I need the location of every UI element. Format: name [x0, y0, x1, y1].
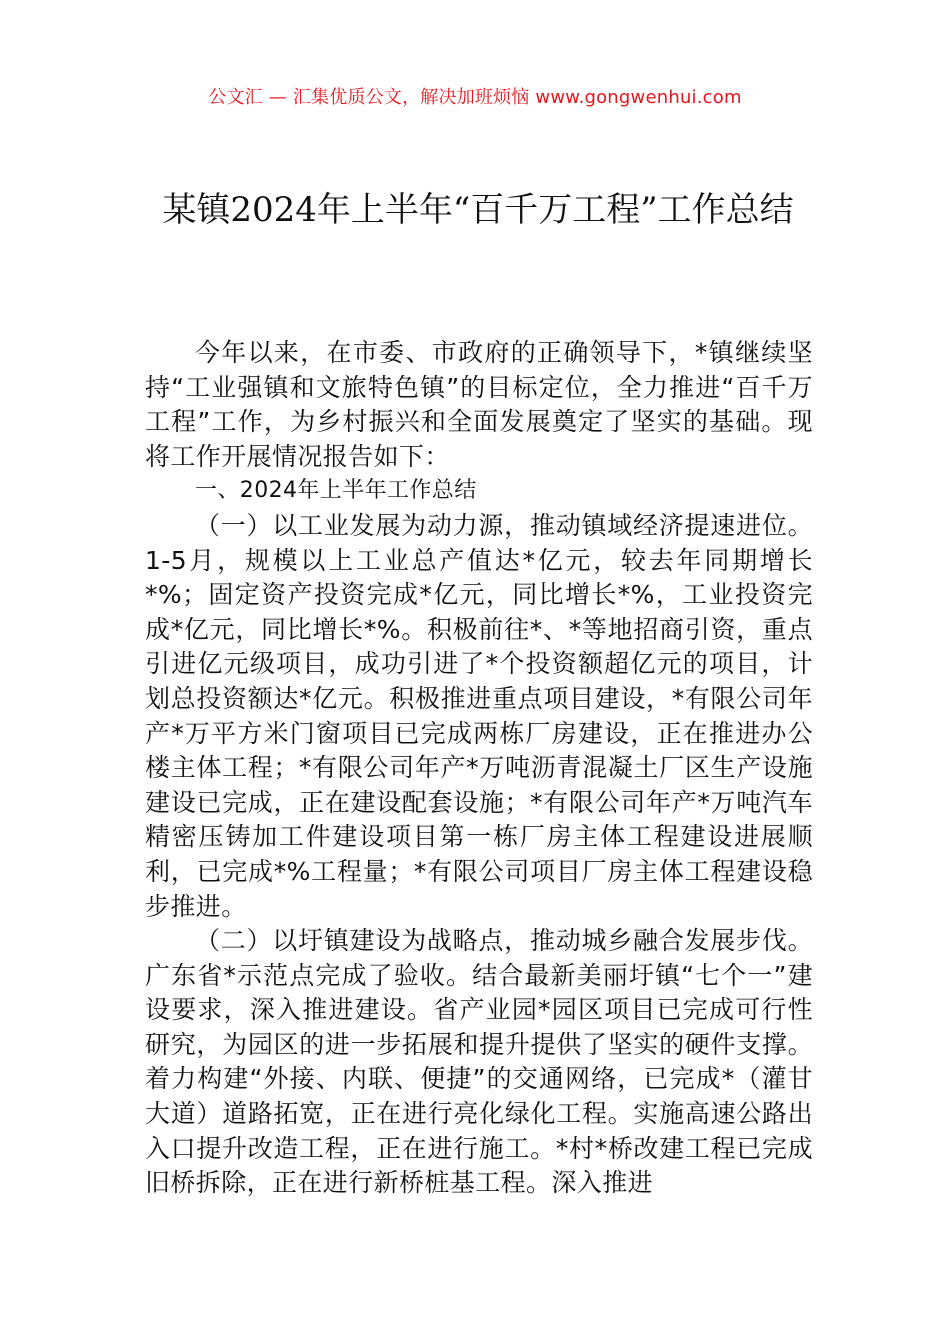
- paragraph-industry: （一）以工业发展为动力源，推动镇域经济提速进位。1-5月，规模以上工业总产值达*亿元，较去年同期增长*%；固定资产投资完成*亿元，同比增长*%，工业投资完成*亿元，同比增长*%。积极前往*、*等地招商引资，重点引进亿元级项目，成功引进了*个投资额超亿元的项目，计划总投资额达*亿元。积极推进重点项目建设，*有限公司年产*万平方米门窗项目已完成两栋厂房建设，正在推进办公楼主体工程；*有限公司年产*万吨沥青混凝土厂区生产设施建设已完成，正在建设配套设施；*有限公司年产*万吨汽车精密压铸加工件建设项目第一栋厂房主体工程建设进展顺利，已完成*%工程量；*有限公司项目厂房主体工程建设稳步推进。: [145, 510, 813, 921]
- watermark-header: 公文汇 — 汇集优质公文，解决加班烦恼 www.gongwenhui.com: [208, 87, 742, 108]
- paragraph-town-construction: （二）以圩镇建设为战略点，推动城乡融合发展步伐。广东省*示范点完成了验收。结合最新美丽圩镇“七个一”建设要求，深入推进建设。省产业园*园区项目已完成可行性研究，为园区的进一步拓展和提升提供了坚实的硬件支撑。着力构建“外接、内联、便捷”的交通网络，已完成*（灌甘大道）道路拓宽，正在进行亮化绿化工程。实施高速公路出入口提升改造工程，正在进行施工。*村*桥改建工程已完成旧桥拆除，正在进行新桥桩基工程。深入推进: [145, 926, 813, 1198]
- document-body: [145, 336, 813, 1201]
- document-title: 某镇2024年上半年“百千万工程”工作总结: [162, 190, 794, 230]
- intro-paragraph: 今年以来，在市委、市政府的正确领导下，*镇继续坚持“工业强镇和文旅特色镇”的目标定位，全力推进“百千万工程”工作，为乡村振兴和全面发展奠定了坚实的基础。现将工作开展情况报告如下：: [145, 338, 813, 471]
- section-heading: 一、2024年上半年工作总结: [195, 478, 477, 504]
